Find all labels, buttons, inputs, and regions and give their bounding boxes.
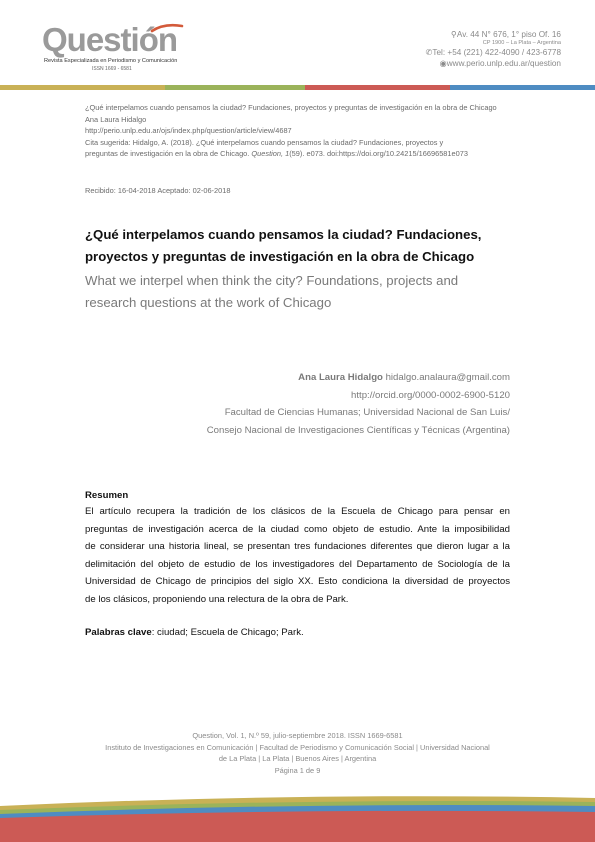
website-line[interactable] [426,58,561,69]
logo-subtitle: Revista Especializada en Periodismo y Comunicación [44,58,178,64]
footer-location: de La Plata | La Plata | Buenos Aires | Argentina [218,754,377,764]
author-line [80,369,510,387]
contact-block [426,30,561,69]
citation-meta [85,102,525,160]
keywords [85,627,304,638]
title-en-line1: What we interpel when think the city? Foundations, projects and [85,273,459,288]
abstract-line: de considerar una historia lineal, se presentan tres fundaciones diferentes que dieron lugar a la [85,541,510,553]
author-affiliation-1: Facultad de Ciencias Humanas; Universidad Nacional de San Luis/ [224,407,510,419]
logo-issn: ISSN 1669 - 6581 [92,66,132,72]
bar-segment-green [165,85,305,90]
bar-segment-blue [450,85,595,90]
city-line: CP 1900 – La Plata – Argentina [482,40,561,46]
page-footer [85,730,510,776]
abstract-line: El artículo recupera la tradición de los clásicos de la Escuela de Chicago para pensar en [85,506,510,517]
abstract-heading: Resumen [85,490,129,501]
article-title-es [85,224,515,268]
title-es-line1: ¿Qué interpelamos cuando pensamos la ciudad? Fundaciones, [85,227,482,242]
footer-page-number: Página 1 de 9 [274,765,321,775]
meta-author: Ana Laura Hidalgo [85,114,147,124]
article-title-en [85,270,515,314]
globe-icon: ◉ [439,59,447,68]
address-line [426,30,561,40]
phone-line [426,47,561,58]
meta-url[interactable]: http://perio.unlp.edu.ar/ojs/index.php/question/article/view/4687 [85,126,292,136]
keywords-label: Palabras clave [85,627,152,638]
phone-text: Tel: +54 (221) 422-4090 / 423-6778 [432,48,561,57]
logo-text: Questión [42,21,178,58]
title-es-line2: proyectos y preguntas de investigación en la obra de Chicago [85,249,475,264]
footer-journal: Question, Vol. 1, N.º 59, julio-septiembre 2018. ISSN 1669-6581 [192,731,403,740]
abstract-body [85,503,510,609]
phone-icon: ✆ [425,48,433,57]
abstract-line: Universidad de Chicago de principios del siglo XX. Esto condiciona la diversidad de proyectos [85,576,510,588]
received-dates: Recibido: 16-04-2018 Aceptado: 02-06-2018 [85,186,231,195]
website-link[interactable]: www.perio.unlp.edu.ar/question [446,59,561,68]
abstract-line: de los clásicos, proponiendo una relectura de la obra de Park. [85,593,349,605]
keywords-value: : ciudad; Escuela de Chicago; Park. [151,627,304,638]
bar-segment-red [305,85,450,90]
footer-institute: Instituto de Investigaciones en Comunicación | Facultad de Periodismo y Comunicación Social | Universidad Nacional [105,742,490,752]
meta-cite-line2 [85,148,525,160]
abstract-line: delimitación del objeto de estudio de los investigadores del Departamento de Sociología de la [85,558,510,570]
author-affiliation-2: Consejo Nacional de Investigaciones Científicas y Técnicas (Argentina) [206,424,510,436]
cite-post: (59). e073. doi:https://doi.org/10.24215/16696581e073 [289,149,468,159]
author-block [80,369,510,439]
address-text: Av. 44 N° 676, 1° piso Of. 16 [456,30,561,39]
cite-journal: Question, 1 [251,149,290,159]
meta-title: ¿Qué interpelamos cuando pensamos la ciudad? Fundaciones, proyectos y preguntas de investigación en la obra de Chicago [85,103,497,112]
bar-segment-yellow [0,85,165,90]
cite-pre: preguntas de investigación en la obra de Chicago. [85,149,252,159]
logo-swoosh-icon [150,23,184,33]
abstract-line: preguntas de investigación acerca de la ciudad como objeto de estudio. Ante la imposibilidad [85,523,510,535]
author-name: Ana Laura Hidalgo [298,372,383,383]
footer-decoration [0,780,595,842]
header-color-bar [0,85,595,90]
author-orcid[interactable]: http://orcid.org/0000-0002-6900-5120 [351,389,510,401]
author-email[interactable]: hidalgo.analaura@gmail.com [385,372,510,383]
location-pin-icon: ⚲ [450,30,457,39]
meta-cite-line1: Cita sugerida: Hidalgo, A. (2018). ¿Qué interpelamos cuando pensamos la ciudad? Fundaciones, proyectos y [85,137,444,147]
title-en-line2: research questions at the work of Chicago [85,295,332,310]
